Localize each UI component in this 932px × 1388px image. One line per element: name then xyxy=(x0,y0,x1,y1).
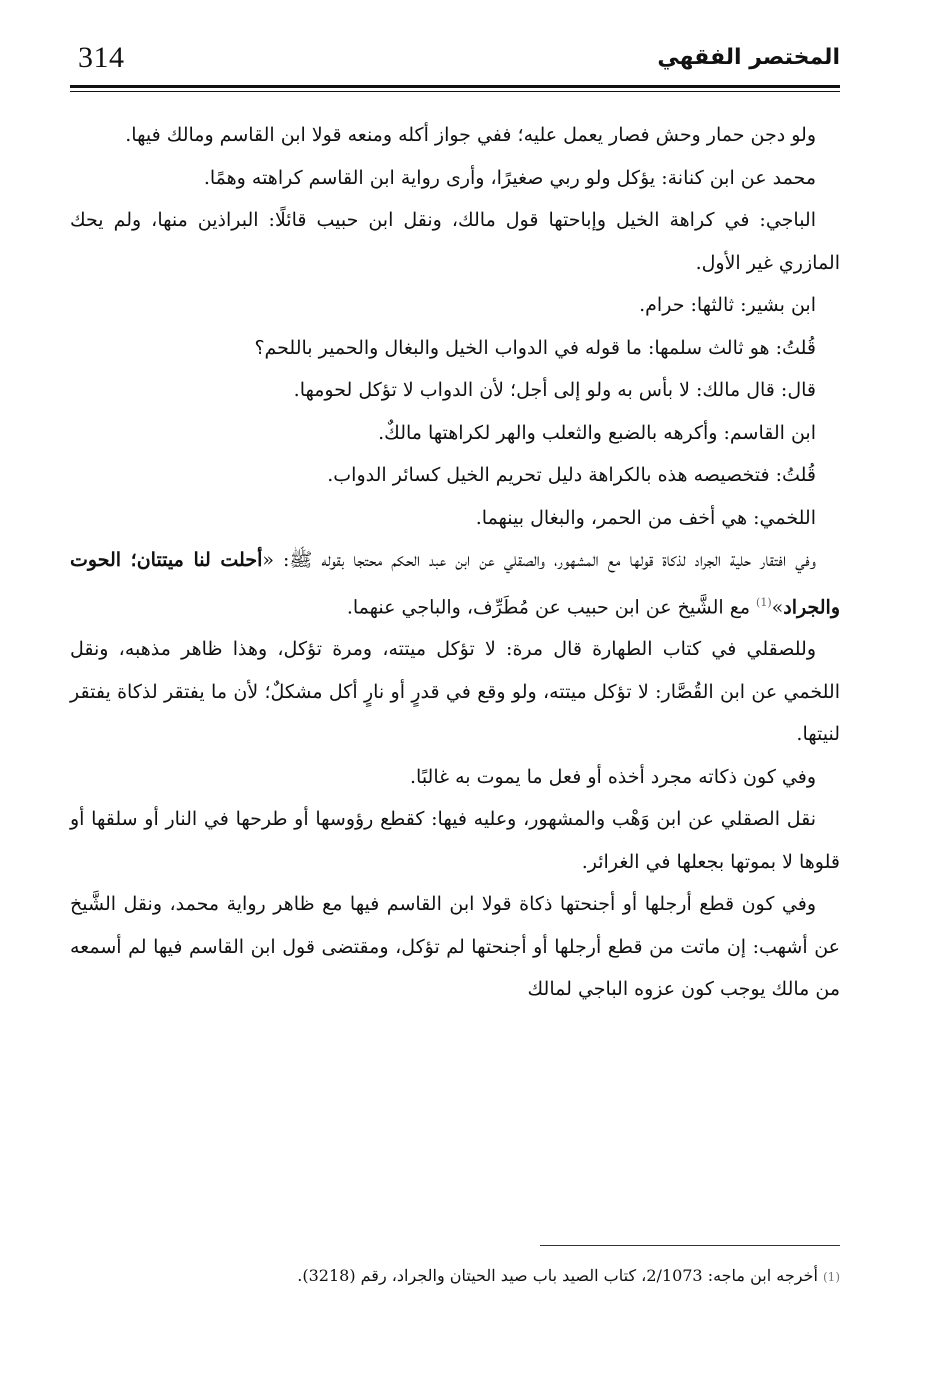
paragraph-10-after: مع الشَّيخ عن ابن حبيب عن مُطَرِّف، والباجي عنهما. xyxy=(346,595,757,618)
footnote xyxy=(70,1262,840,1291)
hadith-close-quote: » xyxy=(771,595,784,618)
paragraph-8: قُلتُ: فتخصيصه هذه بالكراهة دليل تحريم الخيل كسائر الدواب. xyxy=(327,464,816,486)
page-header xyxy=(70,38,840,94)
footnote-text: أخرجه ابن ماجه: 2/1073، كتاب الصيد باب صيد الحيتان والجراد، رقم (3218). xyxy=(297,1266,818,1285)
paragraph-2: محمد عن ابن كنانة: يؤكل ولو ربي صغيرًا، وأرى رواية ابن القاسم كراهته وهمًا. xyxy=(203,166,816,189)
paragraph-12: وفي كون ذكاته مجرد أخذه أو فعل ما يموت به غالبًا. xyxy=(410,765,816,788)
header-rule-thick xyxy=(70,85,840,88)
header-rule-thin xyxy=(70,91,840,92)
paragraph-13: نقل الصقلي عن ابن وَهْب والمشهور، وعليه فيها: كقطع رؤوسها أو طرحها في النار أو سلقها أو قلوها لا بموتها بجعلها في الغرائر. xyxy=(70,808,840,873)
paragraph-5: قُلتُ: هو ثالث سلمها: ما قوله في الدواب الخيل والبغال والحمير باللحم؟ xyxy=(254,336,816,359)
paragraph-4: ابن بشير: ثالثها: حرام. xyxy=(639,294,816,316)
footnote-number: (1) xyxy=(822,1270,840,1284)
footnote-separator xyxy=(540,1245,840,1246)
paragraph-7: ابن القاسم: وأكرهه بالضبع والثعلب والهر لكراهتها مالكٌ. xyxy=(378,421,816,444)
paragraph-14: وفي كون قطع أرجلها أو أجنحتها ذكاة قولا ابن القاسم فيها مع ظاهر رواية محمد، ونقل الشَّيخ عن أشهب: إن ماتت من قطع أرجلها أو أجنحتها لم تؤكل، ومقتضى قول ابن القاسم فيها لم أسمعه من مالك يوجب كون عزوه الباجي لمالك xyxy=(70,893,840,1001)
paragraph-10 xyxy=(70,539,840,628)
footnote-marker[interactable]: (1) xyxy=(756,595,772,609)
paragraph-10-before: وفي افتقار حلية الجراد لذكاة قولها مع المشهور، والصقلي عن ابن عبد الحكم محتجا بقوله ﷺ: « xyxy=(262,549,816,571)
hadith-quote: أحلت لنا ميتتان؛ الحوت والجراد xyxy=(70,549,840,618)
paragraph-11: وللصقلي في كتاب الطهارة قال مرة: لا تؤكل ميتته، ومرة تؤكل، وهذا ظاهر مذهبه، ونقل اللخمي عن ابن القُصَّار: لا تؤكل ميتته، ولو وقع في قدرٍ أو نارٍ أكل مشكلٌ؛ لأن ما يفتقر لذكاة يفتقر لنيتها. xyxy=(70,638,840,746)
paragraph-1: ولو دجن حمار وحش فصار يعمل عليه؛ ففي جواز أكله ومنعه قولا ابن القاسم ومالك فيها. xyxy=(125,124,816,146)
running-title: المختصر الفقهي xyxy=(657,45,840,70)
paragraph-9: اللخمي: هي أخف من الحمر، والبغال بينهما. xyxy=(475,506,816,529)
body-text xyxy=(70,114,840,1011)
paragraph-6: قال: قال مالك: لا بأس به ولو إلى أجل؛ لأن الدواب لا تؤكل لحومها. xyxy=(293,379,816,401)
page-number: 314 xyxy=(78,41,125,74)
paragraph-3: الباجي: في كراهة الخيل وإباحتها قول مالك، ونقل ابن حبيب قائلًا: البراذين منها، ولم يحك المازري غير الأول. xyxy=(70,209,840,274)
